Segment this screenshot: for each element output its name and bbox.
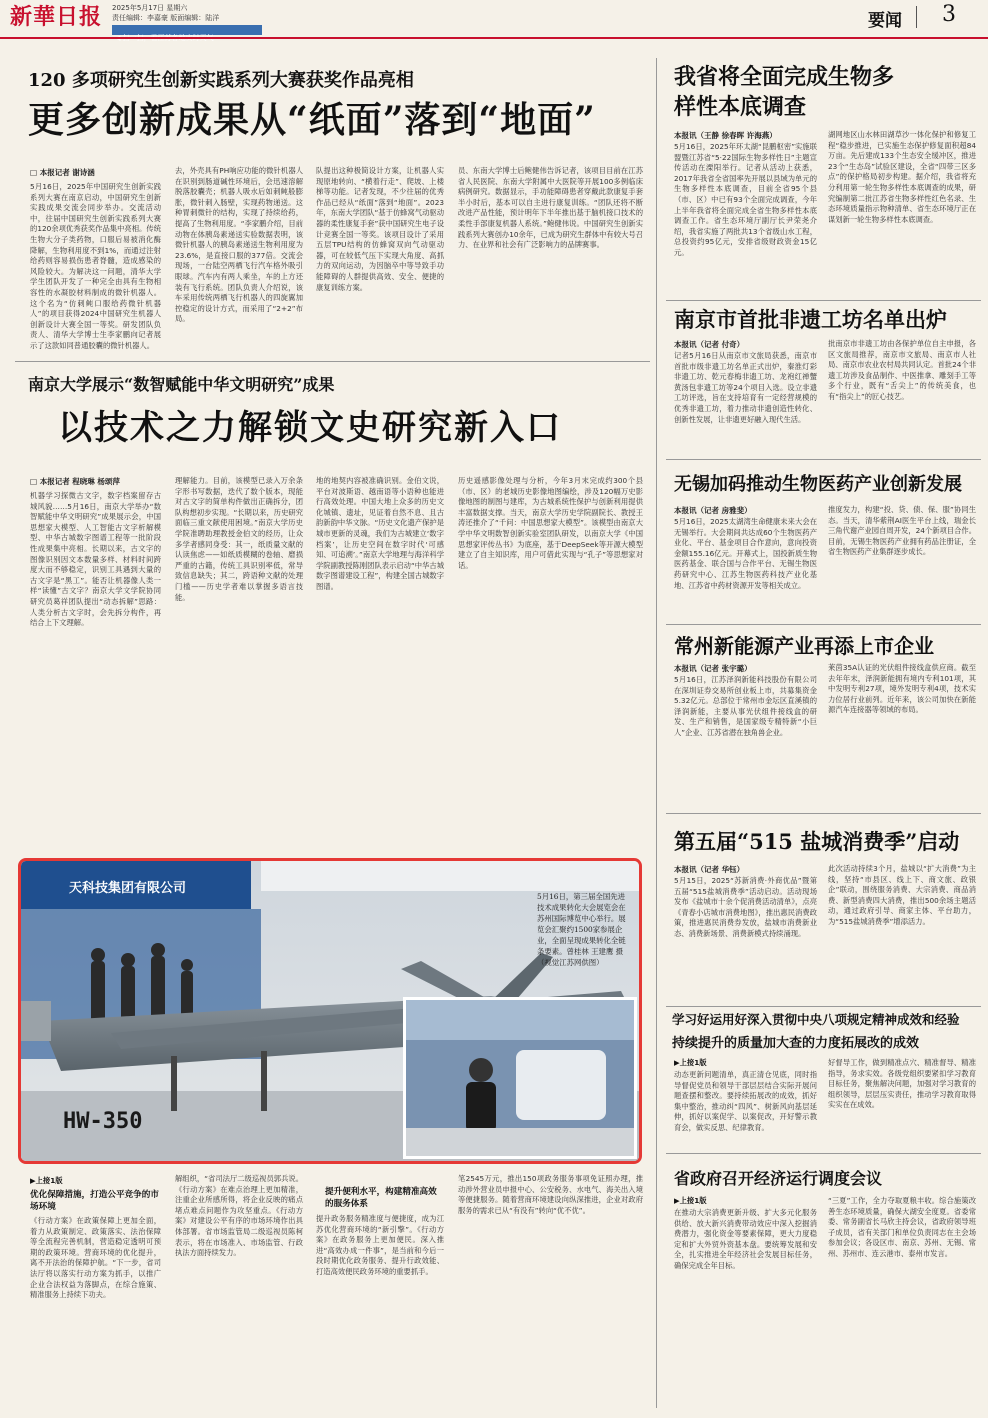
- bottom-subtitle: 优化保障措施，打造公平竞争的市场环境: [30, 1190, 159, 1212]
- r6-col-2: 好督导工作，做到精准点穴、精准督导、精准指导，务求实效。各级党组织要紧扣学习教育目标任务，聚焦解决问题，加强对学习教育的组织领导，层层压实责任，推动学习教育取得实实在在成效。: [828, 1058, 976, 1110]
- r3-rule: [666, 624, 981, 625]
- r2-byline: 本报讯（记者 付奇）: [674, 340, 745, 349]
- photo-caption: 5月16日，第三届全国先进技术成果转化大会展览会在苏州国际博览中心举行。展览会汇聚约1500家参展企业，全面呈现成果转化全链条要素。曾桂林 王建鹰 摄（视觉江苏网供图）: [537, 892, 626, 967]
- r6-col-1: 动态更新问题清单，真正清仓见底，同时指导督促党员和领导干部层层结合实际开展问题查摆和整改。要持续拓展改的成效，抓好集中整治，推动纠“四风”、树新风向基层延伸，抓好以案促学、以案促改，开好警示教育会，做实反思、纪律教育。: [674, 1070, 817, 1132]
- section-label: 要闻: [868, 11, 902, 31]
- a2-col-2: 理解能力。目前，该模型已录入万余条字形书写数据，迭代了数个版本，现能对古文字的简单构件做出正确拆分，团队构想初步实现。“长期以来，历史研究面临三重文献使用困境。”南京大学历史学院准聘助理教授金伯文的经历，让众多学者感同身受：其一，纸质量文献的认读焦虑——如纸质模糊的卷轴、磨损严重的古籍，传统工具识别率低，常导致信息缺失；其二，跨语种文献的处理门槛——历史学者难以掌握多语言技能。: [175, 476, 303, 602]
- bottom-col-4: 笔2545万元，推出150项政务服务事项免证照办理，推动涉外营业员申报中心、公安税务、水电气、海关出入境等便捷服务。随着营商环境建设向纵深推进，企业对政府服务的需求已从“有没有”转向“优不优”。: [458, 1174, 643, 1215]
- r5-col-1: 5月15日，2025“苏新消费·外商优品”暨第五届“515盐城消费季”活动启动。活动现场发布《盐城市十余个促消费活动清单》，点亮《青春小店城市消费地图》，推出惠民消费政策，推进惠民消费券发放，盐城市消费新业态、消费新场景、消费新模式持续涌现。: [674, 876, 817, 938]
- r5-col-2: 此次活动持续3个月，盐城以“扩大消费”为主线，坚持“市县区、线上下、商文旅、政银企”联动，围绕服务消费、大宗消费、商品消费、新型消费四大消费，推出500余场主题活动，通过政府引导、商家主体、平台助力，为“515盐城消费季”增添活力。: [828, 864, 976, 926]
- a1-col-1: 5月16日，2025年中国研究生创新实践系列大赛在南京启动，中国研究生创新实践成果交流会同步举办。交流活动中，往届中国研究生创新实践系列大赛的120余项优秀获奖作品集中亮相。传统生物大分子类药物，口服后易被消化酶降解，生物利用度不到1%，而通过注射给药则容易损伤患者脊髓，造成感染的风险较大。为解决这一问题，清华大学学生团队开发了一种完全由具有生物相容性的水凝胶材料制成的微针机器人。这个名为“仿刺鲀口服给药微针机器人”的项目获得2024中国研究生机器人创新设计大赛全国一等奖。研发团队负责人、清华大学博士生李家鹏向记者展示了这款如同普通胶囊的微针机器人。: [30, 182, 161, 350]
- r5-rule: [666, 1006, 981, 1007]
- r1-byline: 本报讯（王静 徐春晖 许海燕）: [674, 131, 777, 140]
- r4-byline: 本报讯（记者 张宇璐）: [674, 664, 752, 673]
- bottom-col-1: 《行动方案》在政策保障上更加全面，着力从政策制定、政策落实、法治保障等全流程完善机制，营造稳定透明可预期的政策环境。营商环境的优化提升，离不开法治的保障护航。“下一步，省司法厅将以落实行动方案为抓手，以推广企业合法权益为落脚点，在综合施策、精准服务上持续下功夫。: [30, 1216, 161, 1300]
- r6-headline-line2: 持续提升的质量加大查的力度拓展改的成效: [672, 1036, 920, 1051]
- issue-date: 2025年5月17日 星期六: [112, 4, 188, 12]
- a1-kicker: 120 多项研究生创新实践系列大赛获奖作品亮相: [28, 70, 414, 91]
- a2-col-3: 地的地契内容被准确识别。金伯文说，平台对波斯语、越南语等小语种也能进行高效处理。中国大地上众多的历史文化城镇、遗址，见证着自然不息、且古韵新韵中华文脉。“历史文化遗产保护是城市更新的灵魂，我们为古城建立‘数字档案’，让历史空间在数字时代‘可感知、可追溯’。”南京大学地理与海洋科学学院副教授陈刚团队表示启动“中华古城数字图谱建设工程”，构建全国古城数字图谱。: [316, 476, 444, 591]
- r2-rule: [666, 459, 981, 460]
- a1-headline: 更多创新成果从“纸面”落到“地面”: [28, 99, 596, 141]
- r5-headline: 第五届“515 盐城消费季”启动: [674, 829, 960, 854]
- a1-col-2: 去，外壳具有PH响应功能的微针机器人在识别到肠道碱性环境后，会迅速溶解脱落胶囊壳；机器人吸水后如刺鲀般膨胀，微针刺入肠壁，实现药物递送。这种胃刺微针的结构，实现了持续给药，提高了生物利用度。“李家鹏介绍，目前动物在体胰岛素递送实验数据表明，该微针机器人的胰岛素递送生物利用度为23.6%，是直接口服的377倍。交流会现场，一台陆空两栖飞行汽车格外吸引眼球。汽车内有两人乘坐，车的上方还装有飞行系统。团队负责人介绍说，该车采用传统两栖飞行机器人的四旋翼加控稳定的设计方式，而采用了“2+2”布局。: [175, 166, 303, 324]
- r2-col-1: 记者5月16日从南京市文旅局获悉，南京市首批市级非遗工坊名单正式出炉，秦淮灯彩非遗工坊、乾元春梅非遗工坊、龙袍红禅蟹黄汤包非遗工坊等24个项目入选。设立非遗工坊评选，旨在支持培育有一定经营规模的优秀非遗工坊，着力推动非遗创造性转化、创新性发展，让非遗更好融入现代生活。: [674, 351, 817, 424]
- r1-rule: [666, 300, 981, 301]
- inset-photo: [403, 997, 637, 1159]
- r3-byline: 本报讯（记者 房雅斐）: [674, 506, 752, 515]
- bottom-col-2: 解组织，“省司法厅二级巡视员郭兵说。《行动方案》在难点治理上更加精准，注重企业所感所得，将企业反映的痛点堵点难点问题作为攻坚重点。《行动方案》对建设公平有序的市场环境作出具体部署。省市场监管局二级巡视员陈柯表示，将在市场准入、市场监管、行政执法方面持续发力。: [175, 1174, 303, 1258]
- r6-tag: ▶上接1版: [674, 1058, 707, 1067]
- r2-headline: 南京市首批非遗工坊名单出炉: [674, 307, 947, 332]
- a1-bottom-rule: [15, 361, 650, 362]
- banner-text: 天科技集团有限公司: [69, 881, 187, 896]
- r7-tag: ▶上接1版: [674, 1196, 707, 1205]
- masthead-rule: [0, 37, 988, 39]
- a1-byline: □ 本报记者 谢诗涵: [30, 168, 95, 177]
- r4-col-1: 5月16日，江苏泽润新能科技股份有限公司在深圳证券交易所创业板上市，共募集资金5.32亿元。总部位于常州市金坛区直溪镇的泽润新能，主要从事光伏组件接线盒的研发、生产和销售，是国家级专精特新“小巨人”企业、江苏省潜在独角兽企业。: [674, 675, 817, 737]
- bottom-tag: ▶上接1版: [30, 1176, 63, 1185]
- r4-headline: 常州新能源产业再添上市企业: [674, 634, 934, 658]
- page-number: 3: [942, 2, 956, 27]
- editor-credits: 责任编辑：李嘉豪 版面编辑：陆洋: [112, 14, 220, 22]
- news-photo: [18, 858, 642, 1164]
- a1-col-4: 员、东南大学博士后鲍健伟告诉记者，该项目目前在江苏省人民医院、东南大学附属中大医院等开展100多例临床病例研究。数据显示，手功能障碍患者穿戴此款康复手套半小时后，基本可以自主进行康复训练。“团队还将不断改进产品性能，预计明年下半年推出基于脑机接口技术的柔性手部康复机器人系统。”鲍健伟说。中国研究生创新实践系列大赛创办10余年，已成为研究生群体中有较大号召力、在业界和社会有广泛影响力的品牌赛事。: [458, 166, 643, 250]
- r7-headline: 省政府召开经济运行调度会议: [674, 1169, 883, 1188]
- inset-vr-scene-image: [406, 1000, 634, 1156]
- r4-rule: [666, 813, 981, 814]
- r6-rule: [666, 1153, 981, 1154]
- a1-col-3: 队提出这种极简设计方案，让机器人实现原地转向、“横着行走”、爬坡、上楼梯等功能。记者发现，不少往届的优秀作品已经从“纸面”落到“地面”。2023年，东南大学团队“基于仿蜂窝气动驱动器的柔性康复手套”获中国研究生电子设计竞赛全国一等奖。该项目设计了采用五层TPU结构的仿蜂窝双向气动驱动器，可在较低气压下实现大角度、高抓力的双向运动，为因脑卒中等导致手功能障碍的人群提供高效、安全、便捷的康复训练方案。: [316, 166, 444, 292]
- qr-hint-bar: [112, 25, 262, 35]
- r1-headline: 我省将全面完成生物多样性本底调查: [674, 64, 895, 120]
- column-separator: [656, 58, 657, 1408]
- newspaper-logo: 新華日报: [10, 4, 103, 30]
- r6-headline-line1: 学习好运用好深入贯彻中央八项规定精神成效和经验: [672, 1012, 960, 1027]
- plane-label: HW-350: [63, 1109, 143, 1134]
- r4-col-2: 莱茵35A认证的光伏组件接线盒供应商。截至去年年末，泽润新能拥有境内专利101项，其中发明专利27项，境外发明专利4项，技术实力位居行业前列。近年来，该公司加快在新能源汽车连接器等领域的布局。: [828, 663, 976, 715]
- a2-col-4: 历史遥感影像处理与分析，今年3月末完成约300个县（市、区）的老城历史影像地图编绘，涉及120幅万史影像地图的制图与建库，为古城系统性保护与创新利用提供丰富数据支撑。当天，南京大学历史学院副院长、教授王涛还推介了“千问：中国思想家大模型”。该模型由南京大学中华文明数智创新实验室团队研发，以南京大学《中国思想家评传丛书》为底座，基于DeepSeek等开源大模型建立了自主知识库，用户可借此实现与“孔子”等思想家对话。: [458, 476, 643, 570]
- r1-col-1: 5月16日，2025年环太湖“昆鹏枢密”实施联盟暨江苏省“5·22国际生物多样性日”主题宣传活动在溧阳举行。记者从活动上获悉，2017年我省全省国率先开展以县域为单元的生物多样性本底调查，目前全省95个县（市、区）中已有93个全面完成调查，今年上半年我省将全面完成全省生物多样性本底调查工作。省生态环境厅副厅长尹荣尧介绍，我省实施了两批共13个省级山水工程，总投资约95亿元，安排省级财政资金15亿元。: [674, 142, 817, 257]
- r1-col-2: 湖网地区山水林田湖草沙一体化保护和修复工程“稳步推进，已实施生态保护修复面积超84万亩。先后建成133个生态安全缓冲区，推进23个“生态岛”试验区建设，全省“四带三区多点”的保护格局初步构建。据介绍，我省将充分利用第一轮生物多样性本底调查的成果，研究编制第二批江苏省生物多样性红色名录、生态环境质量指示物种清单、省生态环境厅正在谋划新一轮生物多样性本底调查。: [828, 130, 976, 224]
- a2-byline: □ 本报记者 程晓琳 杨颂萍: [30, 477, 120, 486]
- r2-col-2: 批南京市非遗工坊由各保护单位自主申报，各区文旅局推荐，南京市文旅局、南京市人社局、南京市农业农村局共同认定。首批24个非遗工坊涉及食品制作、中医推拿、雕刻手工等多个行业，既有“舌尖上”的传统美食，也有“指尖上”的匠心技艺。: [828, 339, 976, 401]
- bottom-col3-title: 提升便利水平，构建精准高效的服务体系: [325, 1187, 437, 1209]
- a2-col-1: 机器学习探微古文字，数字档案留存古城风貌……5月16日，南京大学举办“数智赋能中华文明研究”成果展示会，中国思想家大模型、人工智能古文字析解模型、中华古城数字图谱工程等一批阶段性成果集中亮相。长期以来，古文字的图像识别因文本数量多样、材料时间跨度大而不够稳定，识别工具遇到大量的古文字是“黑工”。能否让机器像人类一样“读懂”古文字？南京大学文学院协同研究员葛祥团队提出“动态拆解”思路：人类分析古文字时，会先拆分构件，再结合上下文理解。: [30, 491, 161, 628]
- bottom-col-3: 提升政务服务精准度与便捷度，成为江苏优化营商环境的“新引擎”。《行动方案》在政务服务上更加便民。深入推进“高效办成一件事”，是当前和今后一段时期优化政务服务、提升行政效能、打造高效便民政务环境的重要抓手。: [316, 1214, 444, 1276]
- a2-headline: 以技术之力解锁文史研究新入口: [58, 408, 562, 448]
- r7-col-1: 在推动大宗消费更新升级、扩大多元化服务供给、放大新兴消费带动效应中深入挖掘消费潜力，强化资金等要素保障，更大力度稳定和扩大外贸外资基本盘。要统筹发展和安全，扎实推进全年经济社会发展目标任务，确保完成全年目标。: [674, 1208, 817, 1270]
- a2-kicker: 南京大学展示“数智赋能中华文明研究”成果: [28, 375, 335, 394]
- masthead-divider: [916, 6, 917, 28]
- r3-headline: 无锡加码推动生物医药产业创新发展: [674, 474, 962, 495]
- r3-col-1: 5月16日，2025太湖湾生命健康未来大会在无锡举行。大会期间共达成60个生物医药产业化、平台、基金项目合作意向，意向投资金额155.16亿元。开幕式上，国投新质生物医药基金、联合国与合作平台、无锡生物医药研究中心、江苏生物医药科技产业化基地、江苏省中药材资源开发等相关成立。: [674, 517, 817, 590]
- r3-col-2: 推度发力，构建“投、贷、债、保、服”协同生态。当天，清华紫荆AI医生平台上线，瑞金长三角代谢产业园自周开发，24个新项目合作。目前，无锡生物医药产业拥有药品注册证，全省生物医药产业集群逐步成长。: [828, 505, 976, 557]
- r7-col-2: “三夏”工作，全力夺取夏粮丰收。综合施策改善生态环境质量，确保大湖安全度夏。省委常委、常务副省长马欣主持会议，省政府领导班子成员，省有关部门和单位负责同志在主会场参加会议；各设区市、南京、苏州、无锡、常州、苏州市、连云港市、泰州市发言。: [828, 1196, 976, 1258]
- r5-byline: 本报讯（记者 华钰）: [674, 865, 745, 874]
